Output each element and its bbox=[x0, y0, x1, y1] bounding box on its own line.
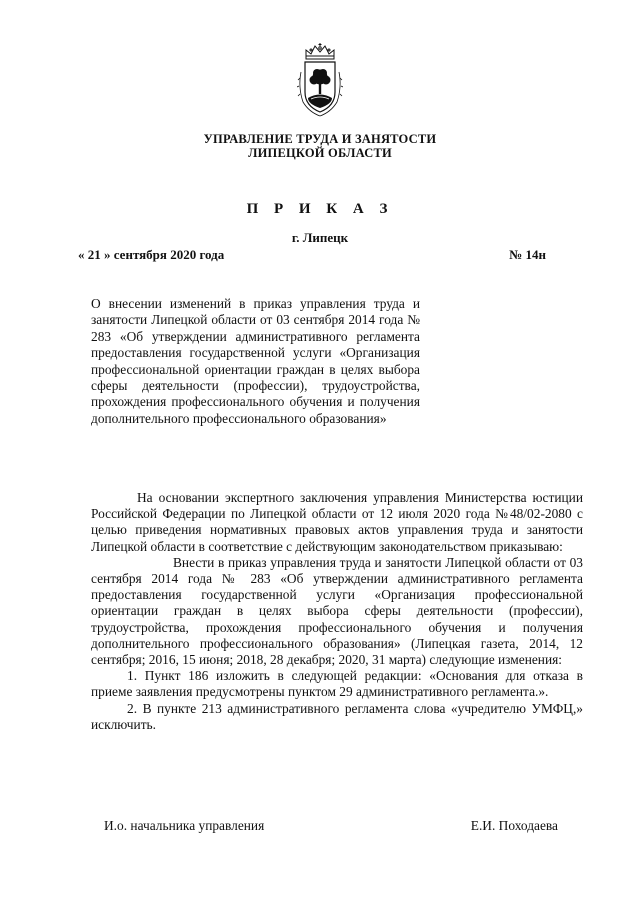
document-subject: О внесении изменений в приказ управления труда и занятости Липецкой области от 03 сентября 2014 года № 283 «Об утверждении административного регламента предоставления государственной услуги «Организация профессиональной ориентации граждан в целях выбора сферы деятельности (профессии), трудоустройства, прохождения профессионального обучения и получения дополнительного профессионального образования» bbox=[91, 296, 420, 426]
document-title: П Р И К А З bbox=[246, 201, 394, 217]
lipetsk-coat-of-arms-icon bbox=[297, 42, 343, 118]
organization-name bbox=[0, 132, 640, 160]
decree-paragraph: Внести в приказ управления труда и занятости Липецкой области от 03 сентября 2014 года № 283 «Об утверждении административного регламента предоставления государственной услуги «Организация профессиональной ориентации граждан в целях выбора сферы деятельности (профессии), трудоустройства, прохождения профессионального обучения и получения дополнительного профессионального образования» (Липецкая газета, 2014, 12 сентября; 2016, 15 июня; 2018, 28 декабря; 2020, 31 марта) следующие изменения: bbox=[91, 554, 583, 668]
document-body bbox=[91, 490, 583, 733]
signatory-name: Е.И. Походаева bbox=[470, 818, 558, 833]
amendment-item-1: 1. Пункт 186 изложить в следующей редакции: «Основания для отказа в приеме заявления предусмотрены пунктом 29 административного регламента.». bbox=[91, 668, 583, 700]
signatory-position: И.о. начальника управления bbox=[104, 818, 265, 833]
document-date: « 21 » сентября 2020 года bbox=[78, 247, 225, 262]
basis-paragraph: На основании экспертного заключения управления Министерства юстиции Российской Федерации по Липецкой области от 12 июля 2020 года №48/02-2080 с целью приведения нормативных правовых актов управления труда и занятости Липецкой области в соответствие с действующим законодательством приказываю: bbox=[91, 490, 583, 554]
document-city: г. Липецк bbox=[291, 230, 349, 245]
amendment-item-2: 2. В пункте 213 административного регламента слова «учредителю УМФЦ,» исключить. bbox=[91, 700, 583, 732]
document-number: № 14н bbox=[509, 247, 546, 262]
organization-name-line1: УПРАВЛЕНИЕ ТРУДА И ЗАНЯТОСТИ bbox=[203, 132, 437, 146]
organization-name-line2: ЛИПЕЦКОЙ ОБЛАСТИ bbox=[248, 146, 392, 160]
